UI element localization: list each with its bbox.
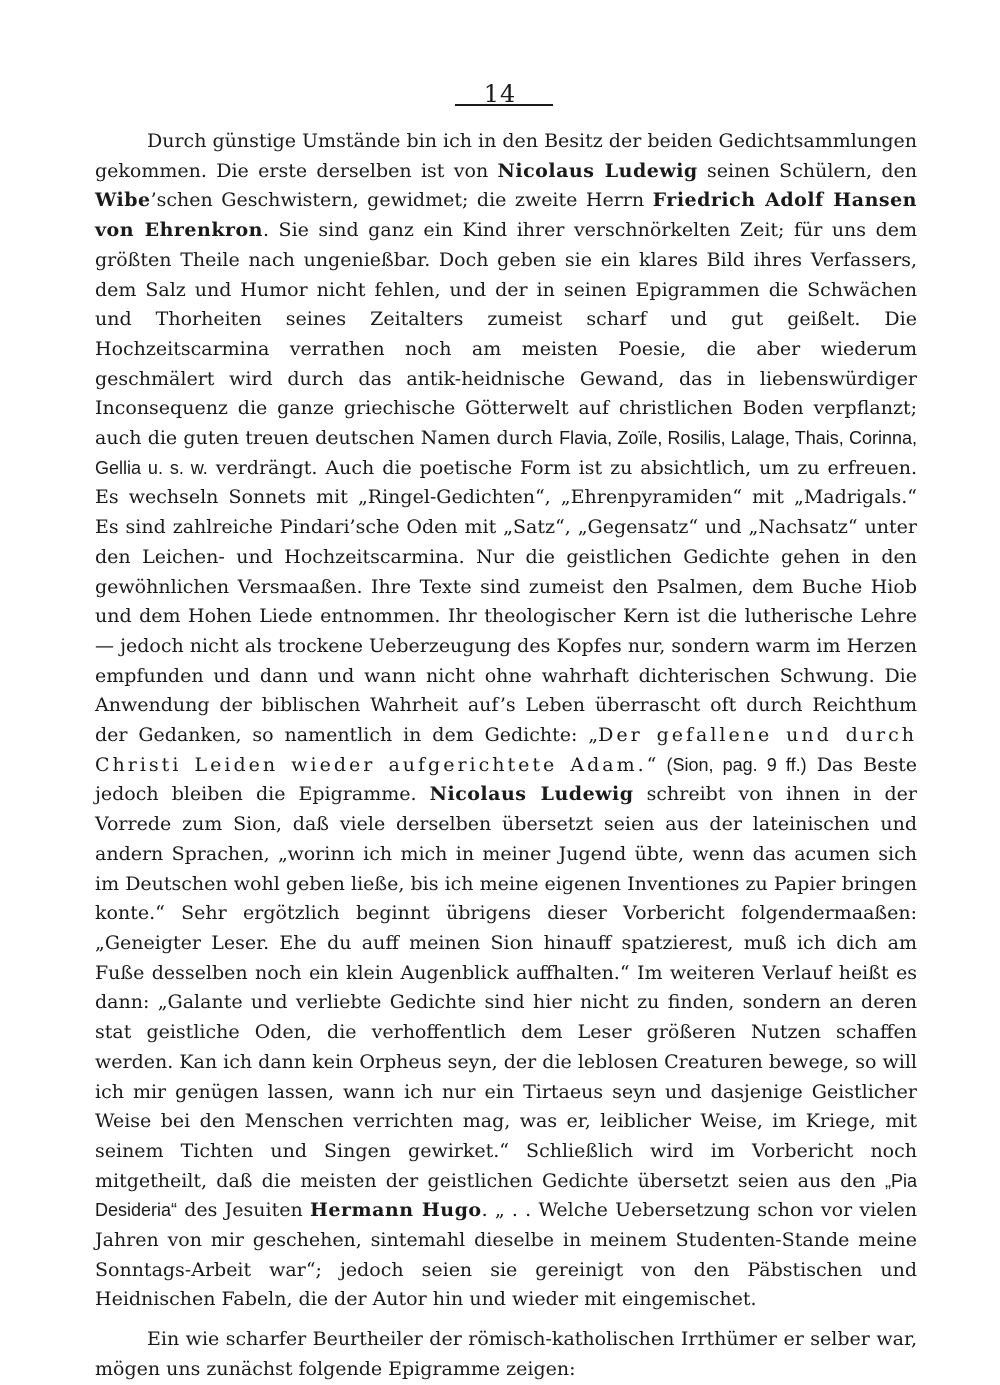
text-run: Das Beste jedoch bleiben die Epigramme. <box>95 753 917 806</box>
latin-text: „Pia Desideria“ <box>95 1170 917 1221</box>
text-run: seinen Schülern, den <box>697 159 917 182</box>
person-name: Nicolaus Ludewig <box>497 159 698 182</box>
poem-title: Der gefallene und durch Christi Leiden wieder aufgerichtete Adam. <box>95 724 917 776</box>
body-text <box>95 127 917 1385</box>
person-name: Hermann Hugo <box>309 1199 482 1222</box>
text-run: Ein wie scharfer Beurtheiler der römisch-katholischen Irrthümer er selber war, mögen uns zunächst folgende Epigramme zeigen: <box>95 1328 917 1380</box>
text-run: “ <box>646 753 667 776</box>
text-run: des Jesuiten <box>177 1199 310 1222</box>
text-run: Durch günstige Umstände bin ich in den Besitz der beiden Gedichtsammlungen gekommen. Die erste derselben ist von <box>95 130 917 182</box>
latin-text: Flavia, Zoïle, Rosilis, Lalage, Thais, Corinna, Gellia u. s. w. <box>95 428 917 478</box>
paragraph <box>95 1325 917 1384</box>
latin-text: (Sion, pag. 9 ff.) <box>666 754 807 775</box>
paragraph <box>95 127 917 1315</box>
text-run: schreibt von ihnen in der Vorrede zum Sion, daß viele derselben übersetzt seien aus der lateinischen und andern Sprachen, „worinn ich mich in meiner Jugend übte, wenn das acumen sich im Deutschen wohl geben ließe, bis ich meine eigenen Inventiones zu Papier bringen konte.“ Sehr ergötzlich beginnt übrigens dieser Vorbericht folgendermaaßen: „Geneigter Leser. Ehe du auff meinen Sion hinauff spatzierest, muß ich dich am Fuße desselben noch ein klein Augenblick auffhalten.“ Im weiteren Verlauf heißt es dann: „Galante und verliebte Gedichte sind hier nicht zu finden, sondern an deren stat geistliche Oden, die verhoffentlich dem Leser größeren Nutzen schaffen werden. Kan ich dann kein Orpheus seyn, der die leblosen Creaturen bewege, so will ich mir genügen lassen, wann ich nur ein Tirtaeus seyn und dasjenige Geistlicher Weise bei den Menschen verrichten mag, was er, leiblicher Weise, im Kriege, mit seinem Tichten und Singen gewirket.“ Schließlich wird im Vorbericht noch mitgetheilt, daß die meisten der geistlichen Gedichte übersetzt seien aus den <box>95 783 917 1192</box>
person-name: Friedrich Adolf Hansen von Ehrenkron <box>95 189 917 242</box>
person-name: Nicolaus Ludewig <box>429 783 634 806</box>
text-run: . „ . . Welche Uebersetzung schon vor vielen Jahren von mir geschehen, sintemahl dieselbe in meinem Studenten-Stande meine Sonntags-Arbeit war“; jedoch seien sie gereinigt von den Päbstischen und Heidnischen Fabeln, die der Autor hin und wieder mit eingemischet. <box>95 1199 917 1311</box>
person-name: Wibe <box>95 189 151 212</box>
page-number-rule <box>455 104 553 106</box>
text-run: ’schen Geschwistern, gewidmet; die zweite Herrn <box>150 189 653 212</box>
page-number: 14 <box>483 80 517 108</box>
text-run: . Sie sind ganz ein Kind ihrer verschnörkelten Zeit; für uns dem größten Theile nach ungenießbar. Doch geben sie ein klares Bild ihres Verfassers, dem Salz und Humor nicht fehlen, und der in seinen Epigrammen die Schwächen und Thorheiten seines Zeitalters zumeist scharf und gut geißelt. Die Hochzeitscarmina verrathen noch am meisten Poesie, die aber wiederum geschmälert wird durch das antik-heidnische Gewand, das in liebenswürdiger Inconsequenz die ganze griechische Götterwelt auf christlichen Boden verpflanzt; auch die guten treuen deutschen Namen durch <box>95 219 917 450</box>
text-run: verdrängt. Auch die poetische Form ist zu absichtlich, um zu erfreuen. Es wechseln Sonnets mit „Ringel-Gedichten“, „Ehrenpyramiden“ mit „Madrigals.“ Es sind zahlreiche Pindari’sche Oden mit „Satz“, „Gegensatz“ und „Nachsatz“ unter den Leichen- und Hochzeitscarmina. Nur die geistlichen Gedichte gehen in den gewöhnlichen Versmaaßen. Ihre Texte sind zumeist den Psalmen, dem Buche Hiob und dem Hohen Liede entnommen. Ihr theologischer Kern ist die lutherische Lehre — jedoch nicht als trockene Ueberzeugung des Kopfes nur, sondern warm im Herzen empfunden und dann und wann nicht ohne wahrhaft dichterischen Schwung. Die Anwendung der biblischen Wahrheit auf’s Leben überrascht oft durch Reichthum der Gedanken, so namentlich in dem Gedichte: „ <box>95 456 917 747</box>
